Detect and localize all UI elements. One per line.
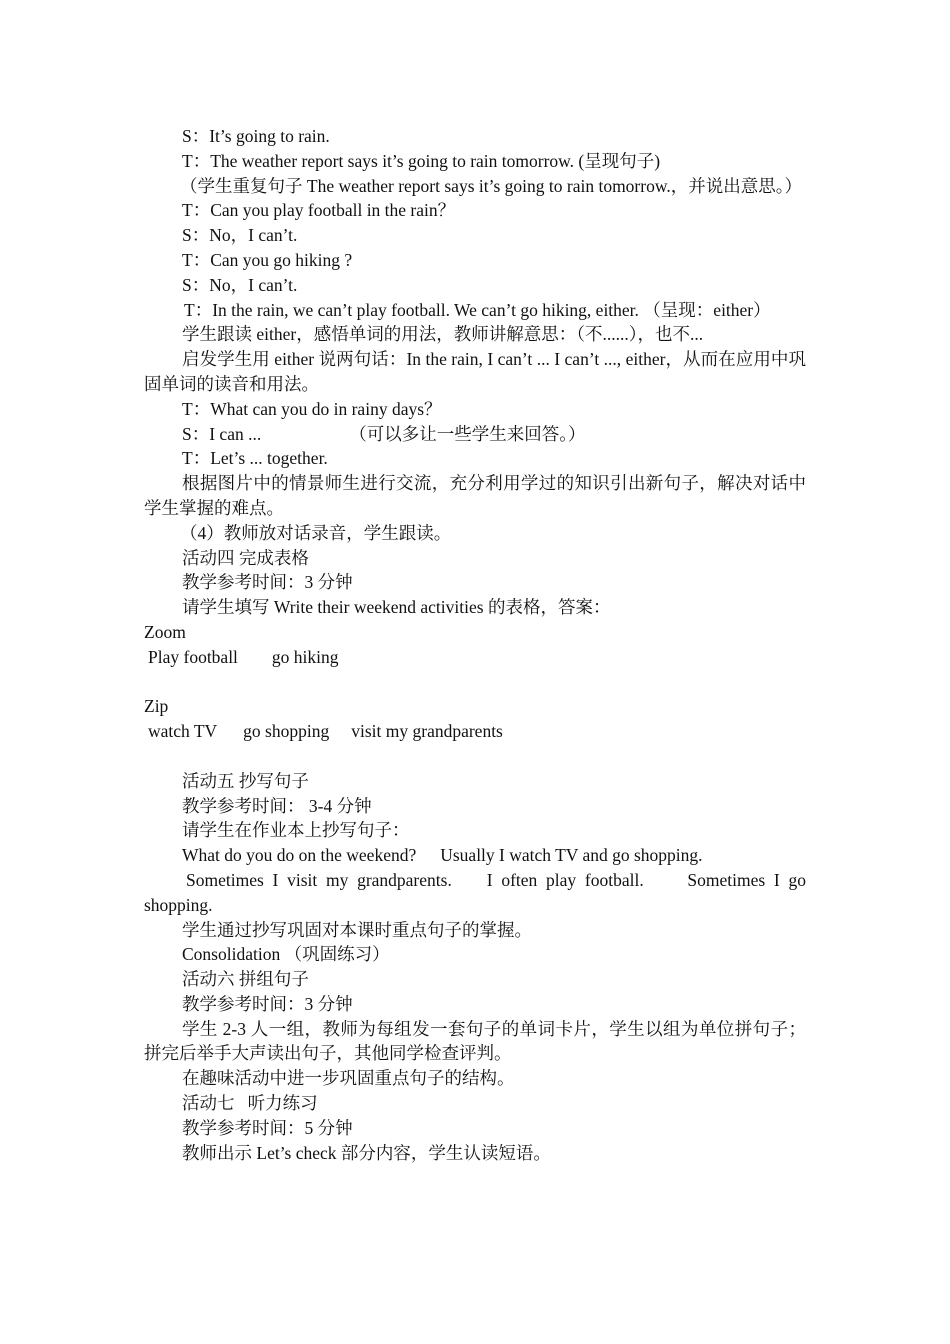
dialogue-line: T：The weather report says it’s going to rain tomorrow. (呈现句子) (182, 150, 661, 171)
paragraph: 启发学生用 either 说两句话：In the rain, I can’t ... I can’t ..., either，从而在应用中巩固单词的读音和用法。 (144, 349, 806, 394)
dialogue-line: S：No，I can’t. (182, 274, 298, 295)
dialogue-line: T：Can you go hiking ? (182, 249, 353, 270)
document-body (144, 124, 812, 1165)
table-row: Play football go hiking (148, 646, 339, 667)
activity-time: 教学参考时间：3 分钟 (182, 572, 353, 593)
section-heading: Consolidation （巩固练习） (182, 944, 390, 965)
paragraph: 在趣味活动中进一步巩固重点句子的结构。 (182, 1068, 515, 1089)
spacer (144, 744, 806, 769)
activity-time: 教学参考时间：5 分钟 (182, 1117, 353, 1138)
sentence-line: Sometimes I visit my grandparents. I often play football. Sometimes I go shopping. (144, 869, 812, 915)
activity-time: 教学参考时间：3 分钟 (182, 993, 353, 1014)
table-name: Zoom (144, 621, 186, 642)
paragraph: 教师出示 Let’s check 部分内容，学生认读短语。 (182, 1142, 551, 1163)
table-row: watch TV go shopping visit my grandparents (148, 721, 503, 742)
paragraph: 请学生在作业本上抄写句子： (182, 820, 410, 841)
dialogue-line: S：I can ... （可以多让一些学生来回答。） (182, 423, 586, 444)
table-name: Zip (144, 696, 169, 717)
paragraph: 请学生填写 Write their weekend activities 的表格，答案： (182, 597, 611, 618)
activity-heading: 活动七 听力练习 (182, 1093, 318, 1114)
paragraph: 根据图片中的情景师生进行交流，充分利用学过的知识引出新句子，解决对话中学生掌握的难点。 (144, 473, 806, 518)
sentence-line: What do you do on the weekend? Usually I watch TV and go shopping. (182, 845, 703, 866)
activity-heading: 活动六 拼组句子 (182, 969, 309, 990)
dialogue-line: S：It’s going to rain. (182, 126, 330, 146)
activity-time: 教学参考时间： 3-4 分钟 (182, 795, 372, 816)
dialogue-line: T：What can you do in rainy days？ (182, 398, 442, 419)
paragraph: 学生通过抄写巩固对本课时重点句子的掌握。 (182, 919, 532, 940)
dialogue-line: S：No，I can’t. (182, 225, 298, 246)
paragraph: T：In the rain, we can’t play football. We can’t go hiking, either. （呈现：either） (184, 299, 771, 320)
paragraph: （学生重复句子 The weather report says it’s going to rain tomorrow.，并说出意思。） (180, 175, 802, 196)
paragraph: （4）教师放对话录音，学生跟读。 (180, 522, 452, 543)
dialogue-line: T：Let’s ... together. (182, 448, 328, 469)
spacer (144, 670, 806, 695)
activity-heading: 活动四 完成表格 (182, 547, 309, 568)
dialogue-line: T：Can you play football in the rain？ (182, 200, 456, 221)
activity-heading: 活动五 抄写句子 (182, 770, 309, 791)
paragraph: 学生跟读 either，感悟单词的用法，教师讲解意思：（不......），也不... (182, 324, 704, 345)
paragraph: 学生 2-3 人一组，教师为每组发一套句子的单词卡片，学生以组为单位拼句子；拼完后举手大声读出句子，其他同学检查评判。 (144, 1018, 806, 1064)
